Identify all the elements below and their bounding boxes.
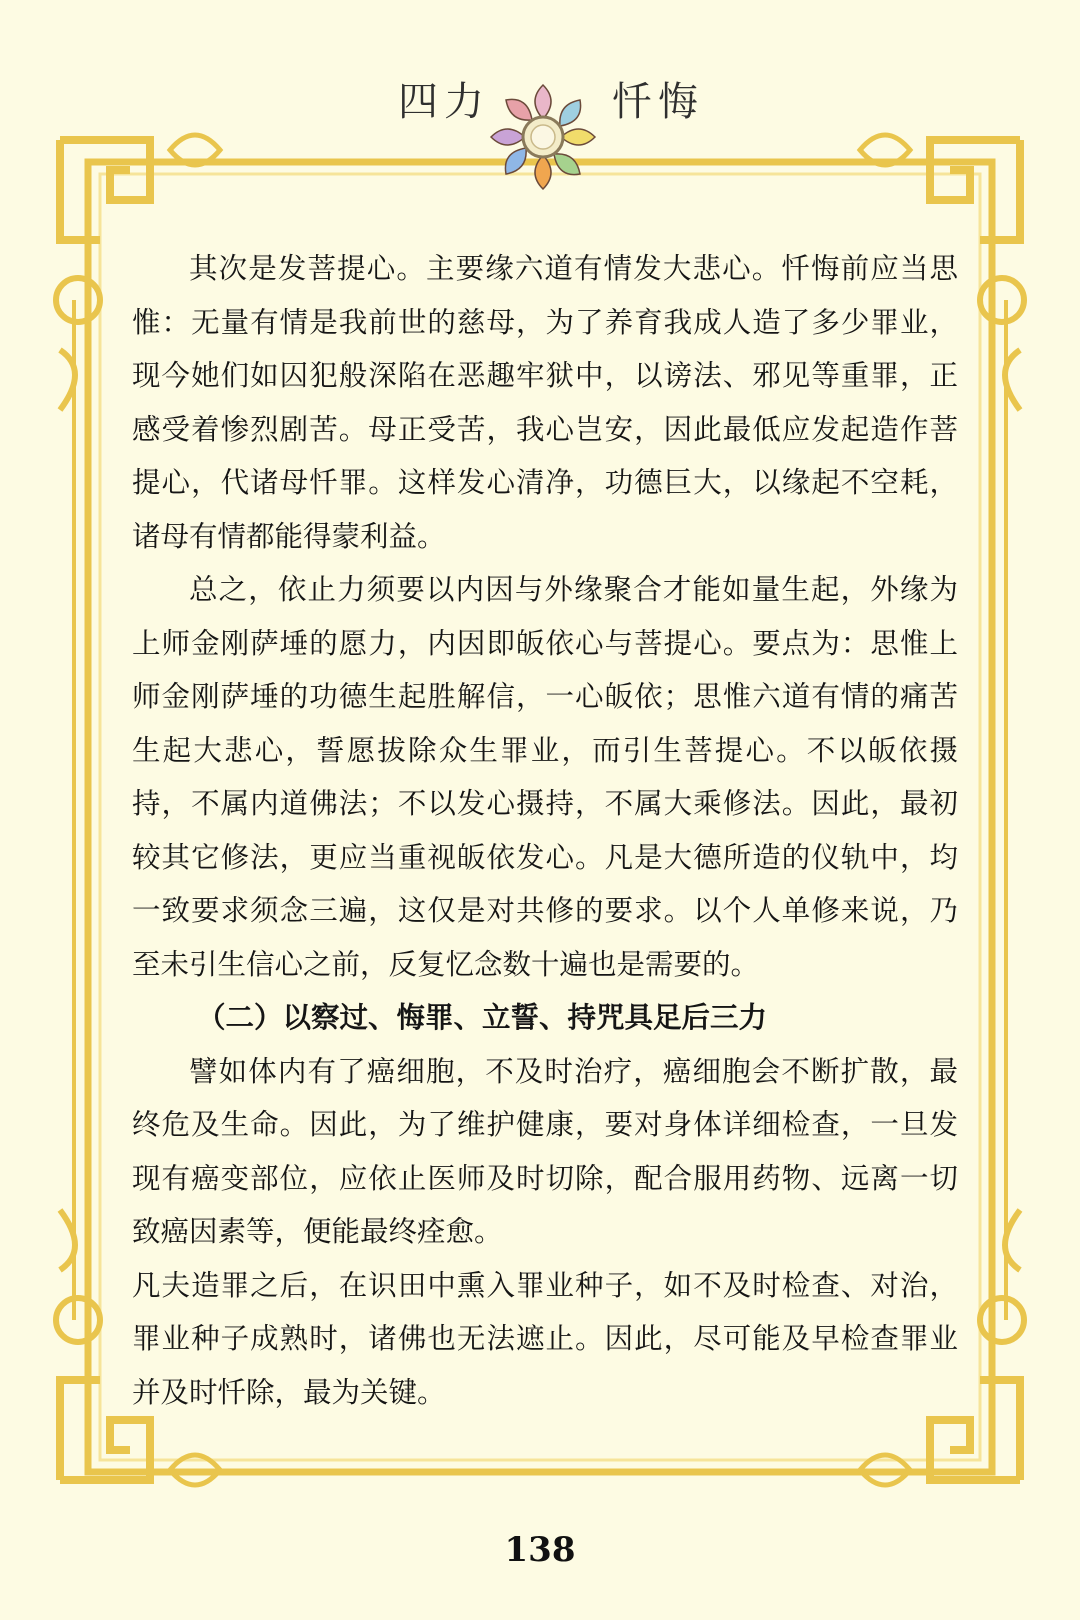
header-title-left: 四力 bbox=[398, 79, 490, 125]
section-subheading: （二）以察过、悔罪、立誓、持咒具足后三力 bbox=[197, 1000, 768, 1034]
paragraph-1: 其次是发菩提心。主要缘六道有情发大悲心。忏悔前应当思惟：无量有情是我前世的慈母，为了养育我成人造了多少罪业，现今她们如囚犯般深陷在恶趣牢狱中，以谤法、邪见等重罪，正感受着惨烈剧苦。母正受苦，我心岂安，因此最低应发起造作菩提心，代诸母忏罪。这样发心清净，功德巨大，以缘起不空耗，诸母有情都能得蒙利益。 bbox=[132, 252, 958, 553]
paragraph-2: 总之，依止力须要以内因与外缘聚合才能如量生起，外缘为上师金刚萨埵的愿力，内因即皈依心与菩提心。要点为：思惟上师金刚萨埵的功德生起胜解信，一心皈依；思惟六道有情的痛苦生起大悲心，誓愿拔除众生罪业，而引生菩提心。不以皈依摄持，不属内道佛法；不以发心摄持，不属大乘修法。因此，最初较其它修法，更应当重视皈依发心。凡是大德所造的仪轨中，均一致要求须念三遍，这仅是对共修的要求。以个人单修来说，乃至未引生信心之前，反复忆念数十遍也是需要的。 bbox=[132, 573, 958, 981]
body-text bbox=[132, 242, 958, 1419]
header-title-right: 忏悔 bbox=[612, 79, 704, 125]
lotus-emblem-icon bbox=[488, 82, 598, 192]
page-number: 138 bbox=[504, 1530, 576, 1570]
paragraph-3: 譬如体内有了癌细胞，不及时治疗，癌细胞会不断扩散，最终危及生命。因此，为了维护健康，要对身体详细检查，一旦发现有癌变部位，应依止医师及时切除，配合服用药物、远离一切致癌因素等，便能最终痊愈。 bbox=[132, 1054, 958, 1248]
paragraph-4: 凡夫造罪之后，在识田中熏入罪业种子，如不及时检查、对治，罪业种子成熟时，诸佛也无法遮止。因此，尽可能及早检查罪业并及时忏除，最为关键。 bbox=[132, 1268, 958, 1409]
